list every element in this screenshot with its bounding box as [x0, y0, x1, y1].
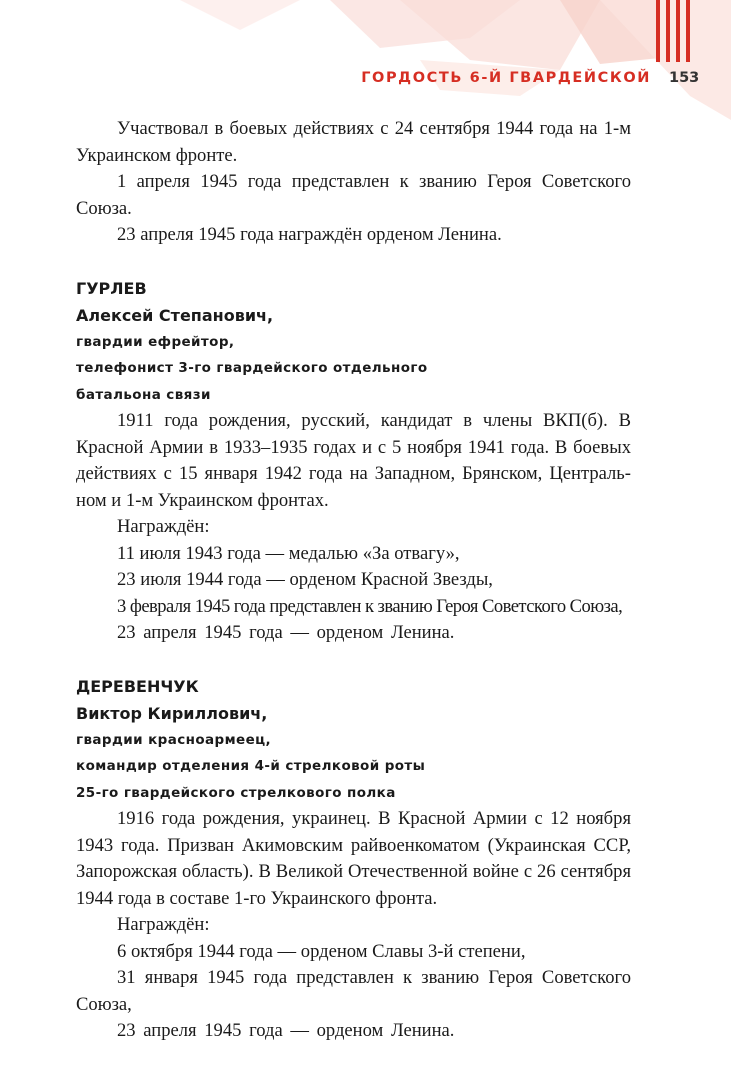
- intro-paragraph: Участвовал в боевых действиях с 24 сентября 1944 года на 1-м Украинском фронте.: [76, 118, 631, 166]
- decor-shape: [180, 0, 300, 30]
- entry-given-name: Виктор Кириллович,: [76, 703, 268, 723]
- entry-surname: ДЕРЕВЕНЧУК: [76, 676, 199, 696]
- entry-position: командир отделения 4-й стрелковой роты: [76, 758, 426, 774]
- entry-given-name: Алексей Степанович,: [76, 305, 274, 325]
- intro-paragraph: 23 апреля 1945 года награждён орденом Ленина.: [117, 224, 502, 245]
- entry-surname: ГУРЛЕВ: [76, 278, 147, 298]
- entry-award: 23 апреля 1945 года — орденом Ленина.: [117, 1020, 455, 1041]
- entry-award: 6 октября 1944 года — орденом Славы 3-й степени,: [117, 940, 526, 962]
- entry-award: 23 апреля 1945 года — орденом Ленина.: [117, 622, 455, 643]
- biography-entry: [76, 673, 631, 1045]
- entry-awarded-label: Награждён:: [117, 914, 210, 935]
- entry-position: 25-го гвардейского стрелкового полка: [76, 784, 396, 801]
- running-header: [361, 66, 731, 90]
- entry-award: 3 февраля 1945 года представлен к званию Героя Советского Союза,: [117, 595, 623, 617]
- intro-paragraph: 1 апреля 1945 года представлен к званию Героя Советского Союза.: [76, 171, 631, 219]
- entry-award: 23 июля 1944 года — орденом Красной Звезды,: [117, 569, 493, 590]
- running-title: ГОРДОСТЬ 6-Й ГВАРДЕЙСКОЙ: [361, 70, 651, 86]
- entry-rank: гвардии красноармеец,: [76, 731, 272, 748]
- entry-award: 31 января 1945 года представлен к званию Героя Советского Союза,: [76, 967, 631, 1015]
- biography-entry: [76, 275, 631, 647]
- decor-stripe: [666, 0, 670, 62]
- decor-stripe: [676, 0, 680, 62]
- decor-stripe: [656, 0, 660, 62]
- decorative-banner: [0, 0, 731, 130]
- entry-bio: 1911 года рождения, русский, кандидат в члены ВКП(б). В Красной Армии в 1933–1935 годах и с 5 ноября 1941 года. В боевых действиях с 15 января 1942 года на Западном, Брянском, Центральном и 1-м Украинском фронтах.: [76, 410, 631, 511]
- page-content: [76, 116, 631, 1045]
- entry-rank: гвардии ефрейтор,: [76, 333, 235, 350]
- entry-bio: 1916 года рождения, украинец. В Красной Армии с 12 ноября 1943 года. Призван Акимовским райвоенкоматом (Украинская ССР, Запорожская область). В Великой Отечественной войне с 26 сентября 1944 года в составе 1-го Украинского фронта.: [76, 808, 631, 909]
- entry-position: телефонист 3-го гвардейского отдельного: [76, 360, 428, 376]
- entry-awarded-label: Награждён:: [117, 516, 210, 537]
- page-number: 153: [669, 70, 700, 86]
- entry-award: 11 июля 1943 года — медалью «За отвагу»,: [117, 542, 460, 564]
- decor-stripe: [686, 0, 690, 62]
- entry-position: батальона связи: [76, 386, 211, 403]
